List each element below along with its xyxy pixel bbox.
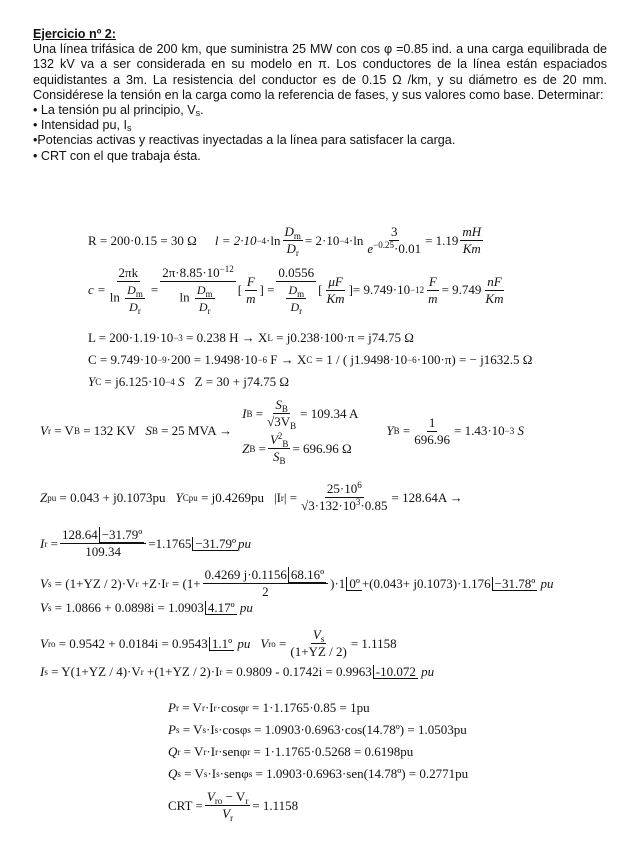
bullet-item: • La tensión pu al principio, $V_s$.: [33, 103, 204, 119]
eq-crt: CRT = $V_{ro} - V_r$ $V_r$ = 1.1158: [168, 789, 299, 823]
eq-active-power-sending: P s = V s ·I s ·cosφ s = 1.0903·0.6963·cos(14.78º) = 1.0503pu: [168, 722, 467, 737]
eq-sending-current: I s = Y(1+YZ / 4)·V r +(1+YZ / 2)·I r = 0.9809 - 0.1742i = 0.9963 -10.072 pu: [40, 664, 435, 679]
eq-reactive-power-receiving: Q r = V r ·I r ·senφ r = 1·1.1765·0.5268 = 0.6198pu: [168, 744, 414, 759]
problem-statement: [33, 27, 607, 164]
eq-capacitance: c = 2πk ln $\frac{D_m}{D_r}$ = $2\pi\cdot 8.85\cdot 10^{-12}$ ln $\frac{D_m}{D_r}$ [ F m ] = 0.0556 $\frac{D_m}{D_r}$ [ μF Km ] = 9.749·10 −12 $\frac{F}{m}$ = 9.749 nF Km: [88, 264, 504, 316]
bullet-item: •Potencias activas y reactivas inyectadas a la línea para satisfacer la carga.: [33, 133, 456, 148]
bullet-item: • Intensidad pu, $I_s$: [33, 118, 132, 134]
eq-base-values: V r = V B = 132 KV S B = 25 MVA → I B = $S_B$ $√3V_B$ = 109.34 A Z B = $\frac{V^2_B}{S_B}$ = 696.96 Ω Y B = $\frac{1}{696.96}$ = 1.43·10 −3 S: [40, 397, 524, 466]
eq-resistance-inductance: R = 200·0.15 = 30 Ω l = 2·10 −4 ·ln $\frac{D_m}{D_r}$ = 2·10 −4 ·ln $\frac{3}{e^{-0.25}\cdot 0.01}$ = 1.19 mH Km: [88, 224, 482, 258]
exercise-paragraph: Una línea trifásica de 200 km, que suministra 25 MW con cos φ =0.85 ind. a una carga equilibrada de 132 kV va a ser considerada en su modelo en π. Los conductores de la línea están espaciados equidistantes a 3m. La resistencia del conductor es de 0.15 Ω /km, y su diámetro es de 20 mm. Considérese la tensión en la carga como la referencia de fases, y sus valores como base. Determinar:: [33, 42, 607, 102]
exercise-title: Ejercicio nº 2:: [33, 27, 116, 41]
eq-sending-voltage-result: V s = 1.0866 + 0.0898i = 1.0903 4.17º pu: [40, 600, 253, 615]
eq-admittance-impedance: Y C = j6.125·10 −4 S Z = 30 + j74.75 Ω: [88, 374, 289, 389]
bullet-item: • CRT con el que trabaja ésta.: [33, 148, 201, 163]
eq-inductance-reactance: L = 200·1.19·10 −3 = 0.238 H → X L = j0.238·100·π = j74.75 Ω: [88, 330, 414, 345]
eq-capacitive-reactance: C = 9.749·10 −9 ·200 = 1.9498·10 −6 F → X C = 1 / ( j1.9498·10 −6 ·100·π) = − j1632.5 Ω: [88, 352, 533, 367]
eq-active-power-receiving: P r = V r ·I r ·cosφ r = 1·1.1765·0.85 = 1pu: [168, 700, 370, 715]
eq-pu-values: Z pu = 0.043 + j0.1073pu Y Cpu = j0.4269pu |I r | = $\frac{25\cdot 10^6}{√3\cdot 132\cdot 10^3\cdot 0.85}$ = 128.64A →: [40, 480, 463, 513]
eq-sending-voltage: V s = (1+YZ / 2)·V r +Z·I r = (1+ $\frac{\text{0.4269 j·0.1156 68.16º}}{2}$ )·1 0º +(0.043+ j0.1073)·1.176 −31.78º pu: [40, 567, 554, 599]
eq-current-receiving: I r = $\frac{\text{128.64 −31.79º}}{109.34}$ =1.1765 −31.79º pu: [40, 527, 252, 559]
eq-no-load-voltage: V ro = 0.9542 + 0.0184i = 0.9543 1.1º pu V ro = $\frac{V_s}{(1+YZ / 2)}$ = 1.1158: [40, 627, 397, 659]
eq-reactive-power-sending: Q s = V s ·I s ·senφ s = 1.0903·0.6963·sen(14.78º) = 0.2771pu: [168, 766, 469, 781]
